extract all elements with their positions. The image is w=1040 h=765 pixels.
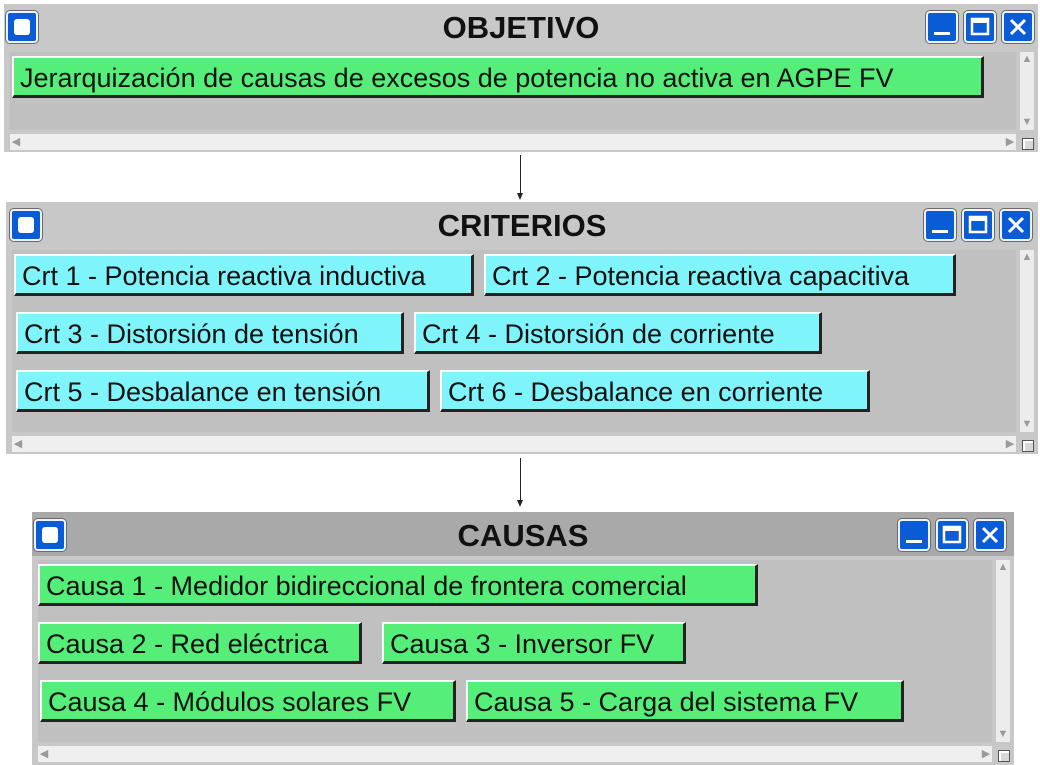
scroll-down-icon[interactable]: ▼ bbox=[1021, 418, 1033, 430]
connector-line bbox=[520, 458, 521, 500]
minimize-button[interactable] bbox=[926, 11, 958, 43]
scroll-down-icon[interactable]: ▼ bbox=[997, 728, 1009, 740]
criterios-vertical-scrollbar[interactable] bbox=[1020, 250, 1034, 432]
causas-window bbox=[32, 512, 1014, 765]
connector-arrow-icon bbox=[517, 500, 523, 507]
causa-item-3[interactable]: Causa 3 - Inversor FV bbox=[382, 622, 686, 664]
maximize-icon bbox=[964, 211, 992, 239]
window-menu-icon bbox=[36, 521, 64, 549]
objetivo-content bbox=[10, 52, 1016, 130]
minimize-icon bbox=[926, 211, 954, 239]
criterios-window bbox=[6, 202, 1038, 454]
criterios-content bbox=[12, 250, 1016, 432]
minimize-button[interactable] bbox=[924, 209, 956, 241]
scroll-right-icon[interactable]: ▶ bbox=[981, 748, 991, 760]
close-icon bbox=[1004, 13, 1032, 41]
scroll-right-icon[interactable]: ▶ bbox=[1005, 136, 1015, 148]
close-button[interactable] bbox=[1000, 209, 1032, 241]
criterio-item-6[interactable]: Crt 6 - Desbalance en corriente bbox=[440, 370, 870, 412]
scroll-left-icon[interactable]: ◀ bbox=[13, 438, 23, 450]
close-button[interactable] bbox=[974, 519, 1006, 551]
window-menu-icon bbox=[12, 211, 40, 239]
resize-grip-icon[interactable] bbox=[1022, 440, 1034, 452]
minimize-icon bbox=[900, 521, 928, 549]
close-button[interactable] bbox=[1002, 11, 1034, 43]
criterios-title: CRITERIOS bbox=[437, 208, 607, 243]
maximize-icon bbox=[966, 13, 994, 41]
connector-line bbox=[520, 155, 521, 193]
scroll-down-icon[interactable]: ▼ bbox=[1021, 116, 1033, 128]
maximize-icon bbox=[938, 521, 966, 549]
scroll-left-icon[interactable]: ◀ bbox=[11, 136, 21, 148]
maximize-button[interactable] bbox=[936, 519, 968, 551]
resize-grip-icon[interactable] bbox=[1022, 138, 1034, 150]
scroll-up-icon[interactable]: ▲ bbox=[997, 561, 1009, 573]
objetivo-vertical-scrollbar[interactable] bbox=[1020, 52, 1034, 130]
causa-item-5[interactable]: Causa 5 - Carga del sistema FV bbox=[466, 680, 904, 722]
objetivo-titlebar[interactable] bbox=[4, 4, 1038, 48]
minimize-icon bbox=[928, 13, 956, 41]
maximize-button[interactable] bbox=[962, 209, 994, 241]
causas-titlebar[interactable] bbox=[32, 512, 1014, 556]
causas-content bbox=[38, 560, 992, 742]
causas-vertical-scrollbar[interactable] bbox=[996, 560, 1010, 742]
criterio-item-2[interactable]: Crt 2 - Potencia reactiva capacitiva bbox=[484, 254, 956, 296]
objetivo-horizontal-scrollbar[interactable] bbox=[10, 134, 1016, 150]
criterio-item-3[interactable]: Crt 3 - Distorsión de tensión bbox=[16, 312, 404, 354]
objetivo-title: OBJETIVO bbox=[442, 10, 600, 45]
scroll-up-icon[interactable]: ▲ bbox=[1021, 53, 1033, 65]
criterio-item-4[interactable]: Crt 4 - Distorsión de corriente bbox=[414, 312, 822, 354]
objetivo-item[interactable]: Jerarquización de causas de excesos de potencia no activa en AGPE FV bbox=[12, 56, 984, 98]
causa-item-2[interactable]: Causa 2 - Red eléctrica bbox=[38, 622, 362, 664]
maximize-button[interactable] bbox=[964, 11, 996, 43]
close-icon bbox=[1002, 211, 1030, 239]
objetivo-window bbox=[4, 4, 1038, 152]
criterios-titlebar[interactable] bbox=[6, 202, 1038, 246]
connector-arrow-icon bbox=[517, 193, 523, 200]
causa-item-4[interactable]: Causa 4 - Módulos solares FV bbox=[40, 680, 456, 722]
criterio-item-5[interactable]: Crt 5 - Desbalance en tensión bbox=[16, 370, 430, 412]
minimize-button[interactable] bbox=[898, 519, 930, 551]
window-menu-icon bbox=[8, 13, 36, 41]
criterio-item-1[interactable]: Crt 1 - Potencia reactiva inductiva bbox=[14, 254, 474, 296]
window-menu-button[interactable] bbox=[34, 519, 66, 551]
window-menu-button[interactable] bbox=[6, 11, 38, 43]
resize-grip-icon[interactable] bbox=[998, 750, 1010, 762]
causas-horizontal-scrollbar[interactable] bbox=[38, 746, 992, 762]
criterios-horizontal-scrollbar[interactable] bbox=[12, 436, 1016, 452]
scroll-up-icon[interactable]: ▲ bbox=[1021, 251, 1033, 263]
close-icon bbox=[976, 521, 1004, 549]
causa-item-1[interactable]: Causa 1 - Medidor bidireccional de frontera comercial bbox=[38, 564, 758, 606]
scroll-left-icon[interactable]: ◀ bbox=[39, 748, 49, 760]
causas-title: CAUSAS bbox=[457, 518, 589, 553]
window-menu-button[interactable] bbox=[10, 209, 42, 241]
scroll-right-icon[interactable]: ▶ bbox=[1005, 438, 1015, 450]
